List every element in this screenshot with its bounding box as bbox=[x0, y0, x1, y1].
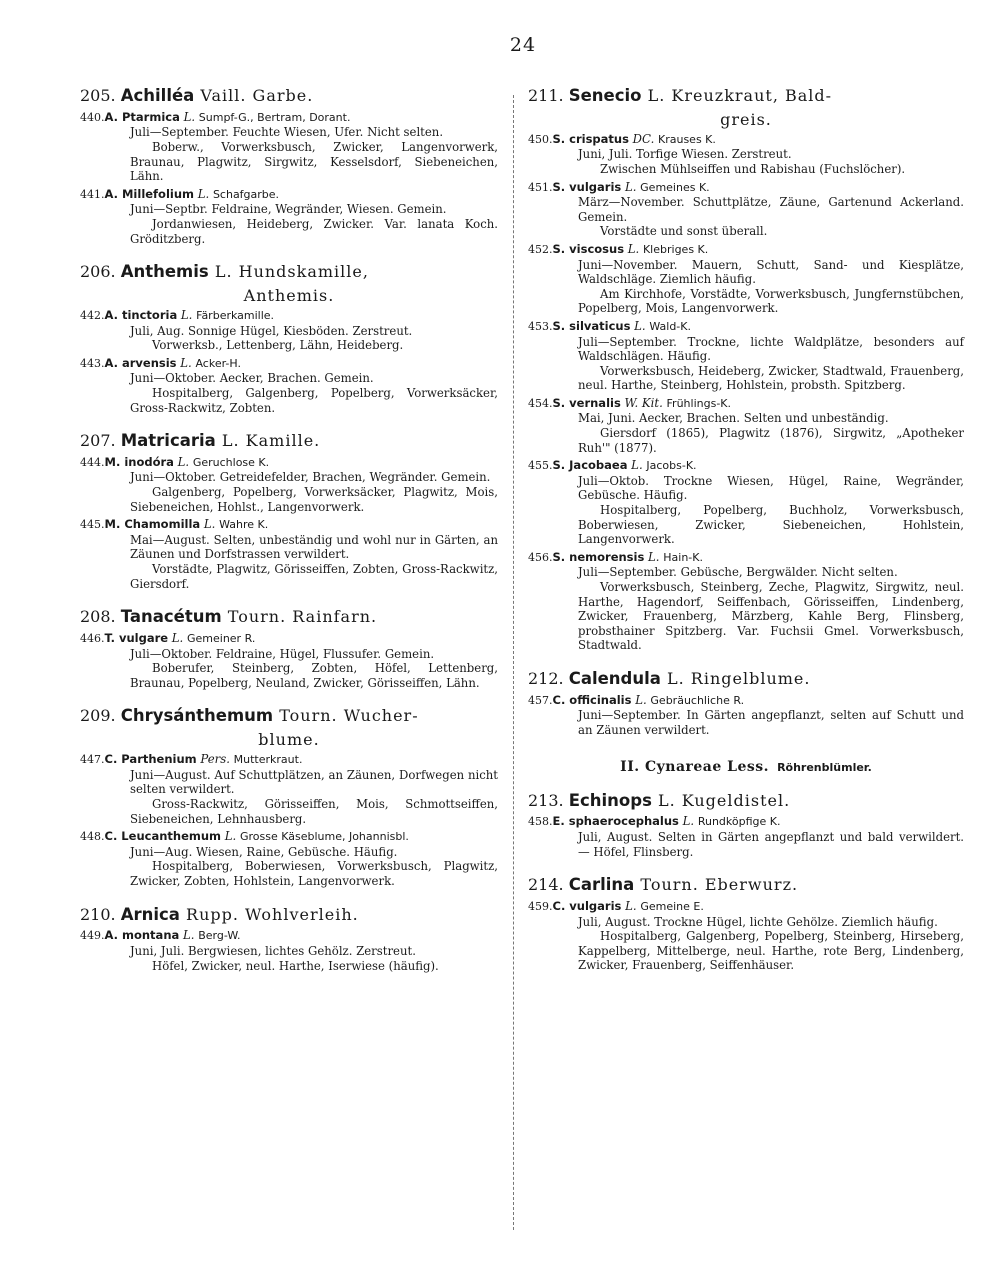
species-common-name: Gebräuchliche R. bbox=[650, 693, 745, 707]
species-localities: Vorstädte und sonst überall. bbox=[600, 224, 768, 239]
genus-number: 213. bbox=[528, 790, 569, 810]
species-author: L. bbox=[624, 241, 643, 256]
genus-name: Carlina bbox=[568, 875, 635, 895]
genus-number: 207. bbox=[80, 431, 121, 451]
species-number: 444. bbox=[80, 455, 105, 469]
species-author: L. bbox=[179, 109, 199, 124]
species-localities: Am Kirchhofe, Vorstädte, Vorwerksbusch, Jungfernstübchen, Popelberg, Mois, Langenvorwerk. bbox=[578, 286, 964, 316]
species-heading bbox=[80, 308, 498, 324]
species-description: Juli—Oktob. Trockne Wiesen, Hügel, Raine, Wegränder, Gebüsche. Häufig. bbox=[578, 473, 964, 503]
species-entry bbox=[80, 829, 498, 888]
genus-heading bbox=[528, 669, 964, 689]
genus-number: 210. bbox=[80, 904, 121, 924]
species-author: L. bbox=[173, 454, 193, 469]
species-name: S. nemorensis bbox=[552, 549, 645, 564]
species-common-name: Schafgarbe. bbox=[212, 187, 280, 201]
species-entry bbox=[80, 517, 498, 591]
species-name: S. vernalis bbox=[552, 395, 621, 410]
species-heading bbox=[80, 752, 498, 768]
species-common-name: Hain-K. bbox=[663, 550, 703, 564]
species-description: Juni—Oktober. Aecker, Brachen. Gemein. bbox=[130, 371, 374, 386]
species-heading bbox=[80, 455, 498, 471]
species-description: Juni—November. Mauern, Schutt, Sand- und Kiesplätze, Waldschläge. Ziemlich häufig. bbox=[578, 257, 964, 287]
species-entry bbox=[80, 356, 498, 415]
species-heading bbox=[528, 396, 964, 412]
species-heading bbox=[528, 458, 964, 474]
species-author: L. bbox=[627, 458, 647, 473]
species-heading bbox=[528, 550, 964, 566]
genus-heading bbox=[80, 706, 498, 726]
species-common-name: Berg-W. bbox=[198, 929, 241, 943]
species-entry bbox=[528, 396, 964, 455]
species-localities: Vorwerksbusch, Heideberg, Zwicker, Stadtwald, Frauenberg, neul. Harthe, Steinberg, Hohlstein, probsth. Spitzberg. bbox=[578, 363, 964, 393]
species-common-name: Jacobs-K. bbox=[646, 459, 697, 473]
genus-heading bbox=[528, 86, 964, 106]
species-name: E. sphaerocephalus bbox=[552, 814, 679, 829]
species-name: S. silvaticus bbox=[552, 318, 631, 333]
species-number: 453. bbox=[528, 319, 553, 333]
species-name: A. Ptarmica bbox=[104, 109, 180, 124]
species-name: A. arvensis bbox=[104, 355, 177, 370]
species-entry bbox=[80, 110, 498, 184]
species-author: L. bbox=[221, 829, 240, 844]
species-localities: Hospitalberg, Popelberg, Buchholz, Vorwerksbusch, Boberwiesen, Zwicker, Siebeneichen, Hohlstein, Langenvorwerk. bbox=[578, 503, 964, 547]
species-number: 456. bbox=[528, 550, 553, 564]
genus-number: 209. bbox=[80, 706, 121, 726]
genus-author-common: L. Kamille. bbox=[215, 431, 321, 451]
species-author: DC. bbox=[628, 131, 658, 146]
species-common-name: Wald-K. bbox=[649, 319, 691, 333]
genus-author-common: L. Kreuzkraut, Bald- bbox=[641, 86, 833, 105]
species-localities: Hospitalberg, Galgenberg, Popelberg, Steinberg, Hirseberg, Kappelberg, Mittelberge, neul. Harthe, rote Berg, Lindenberg, Zwicker, Frauenberg, Seiffenhäuser. bbox=[578, 929, 964, 973]
species-common-name: Wahre K. bbox=[219, 518, 269, 532]
genus-author-common: Tourn. Eberwurz. bbox=[634, 875, 799, 895]
species-name: S. Jacobaea bbox=[552, 458, 628, 473]
species-common-name: Mutterkraut. bbox=[233, 753, 303, 767]
subfamily-heading bbox=[528, 756, 964, 775]
species-name: T. vulgare bbox=[104, 631, 169, 646]
species-localities: Giersdorf (1865), Plagwitz (1876), Sirgwitz, „Apotheker Ruh'" (1877). bbox=[578, 426, 964, 455]
species-number: 452. bbox=[528, 242, 553, 256]
species-entry bbox=[528, 458, 964, 547]
species-name: A. montana bbox=[104, 928, 180, 943]
species-name: M. Chamomilla bbox=[104, 517, 201, 532]
species-common-name: Geruchlose K. bbox=[192, 455, 270, 469]
species-author: L. bbox=[644, 549, 664, 564]
species-description: März—November. Schuttplätze, Zäune, Gartenund Ackerland. Gemein. bbox=[578, 195, 964, 224]
species-localities: Boberw., Vorwerksbusch, Zwicker, Langenvorwerk, Braunau, Plagwitz, Sirgwitz, Kesselsdorf, Siebeneichen, Lähn. bbox=[130, 139, 498, 184]
genus-author-common: L. Hundskamille, bbox=[208, 262, 369, 282]
species-common-name: Färberkamille. bbox=[196, 308, 275, 322]
species-description: Juli—September. Gebüsche, Bergwälder. Nicht selten. bbox=[578, 565, 898, 580]
genus-number: 211. bbox=[528, 86, 569, 105]
genus-name: Matricaria bbox=[120, 431, 216, 451]
species-number: 451. bbox=[528, 180, 553, 194]
genus-heading bbox=[80, 262, 498, 282]
species-common-name: Rundköpfige K. bbox=[697, 815, 781, 829]
species-author: L. bbox=[678, 814, 698, 829]
species-description: Juli, August. Trockne Hügel, lichte Gehölze. Ziemlich häufig. bbox=[578, 914, 938, 929]
species-number: 445. bbox=[80, 518, 105, 532]
species-author: L. bbox=[630, 318, 650, 333]
species-description: Mai, Juni. Aecker, Brachen. Selten und unbeständig. bbox=[578, 411, 889, 426]
species-entry bbox=[528, 814, 964, 859]
species-heading bbox=[528, 132, 964, 148]
genus-number: 208. bbox=[80, 607, 121, 627]
species-localities: Vorwerksb., Lettenberg, Lähn, Heideberg. bbox=[152, 338, 404, 353]
species-common-name: Grosse Käseblume, Johannisbl. bbox=[239, 830, 409, 844]
species-entry bbox=[80, 928, 498, 973]
species-localities: Hospitalberg, Boberwiesen, Vorwerksbusch, Plagwitz, Zwicker, Zobten, Hohlstein, Langenvorwerk. bbox=[130, 859, 498, 888]
species-author: Pers. bbox=[196, 752, 234, 767]
species-description: Juni, Juli. Torfige Wiesen. Zerstreut. bbox=[578, 147, 792, 162]
species-common-name: Klebriges K. bbox=[642, 242, 709, 256]
species-entry bbox=[528, 899, 964, 973]
species-description: Juli—September. Feuchte Wiesen, Ufer. Nicht selten. bbox=[130, 125, 444, 140]
species-common-name: Krauses K. bbox=[658, 132, 716, 146]
species-name: C. Leucanthemum bbox=[104, 829, 222, 844]
page-number: 24 bbox=[509, 34, 537, 56]
species-entry bbox=[528, 693, 964, 738]
genus-author-common: L. Ringelblume. bbox=[660, 668, 811, 688]
genus-heading bbox=[80, 431, 498, 451]
species-number: 447. bbox=[80, 753, 105, 767]
subfamily-german-name: Röhrenblümler. bbox=[777, 760, 872, 774]
subfamily-number: II. bbox=[620, 758, 645, 775]
species-description: Juli—September. Trockne, lichte Waldplätze, besonders auf Waldschlägen. Häufig. bbox=[578, 334, 964, 364]
species-number: 457. bbox=[528, 693, 553, 707]
species-number: 454. bbox=[528, 396, 553, 410]
species-author: L. bbox=[621, 179, 641, 194]
species-name: M. inodóra bbox=[104, 454, 174, 469]
species-localities: Galgenberg, Popelberg, Vorwerksäcker, Plagwitz, Mois, Siebeneichen, Hohlst., Langenvorwerk. bbox=[130, 485, 498, 514]
species-number: 443. bbox=[80, 356, 105, 370]
genus-number: 214. bbox=[528, 875, 569, 895]
species-name: S. vulgaris bbox=[552, 179, 622, 194]
species-localities: Höfel, Zwicker, neul. Harthe, Iserwiese (häufig). bbox=[152, 958, 439, 973]
species-author: L. bbox=[200, 517, 220, 532]
species-description: Juni, Juli. Bergwiesen, lichtes Gehölz. Zerstreut. bbox=[130, 943, 416, 958]
species-heading bbox=[528, 319, 964, 335]
species-number: 449. bbox=[80, 929, 105, 943]
species-author: L. bbox=[176, 355, 196, 370]
species-entry bbox=[528, 180, 964, 239]
species-entry bbox=[528, 319, 964, 393]
species-common-name: Gemeiner R. bbox=[186, 632, 256, 646]
species-number: 458. bbox=[528, 815, 553, 829]
species-number: 442. bbox=[80, 308, 105, 322]
species-common-name: Frühlings-K. bbox=[666, 396, 732, 410]
species-localities: Boberufer, Steinberg, Zobten, Höfel, Lettenberg, Braunau, Popelberg, Neuland, Zwicker, Görisseiffen, Lähn. bbox=[130, 661, 498, 690]
species-entry bbox=[80, 187, 498, 246]
genus-heading-continuation: greis. bbox=[720, 109, 772, 129]
species-entry bbox=[528, 132, 964, 177]
species-name: A. Millefolium bbox=[104, 186, 195, 201]
species-common-name: Sumpf-G., Bertram, Dorant. bbox=[198, 110, 351, 124]
species-entry bbox=[528, 242, 964, 316]
species-name: S. viscosus bbox=[552, 241, 625, 256]
species-author: L. bbox=[177, 307, 197, 322]
species-description: Juni—Aug. Wiesen, Raine, Gebüsche. Häufig. bbox=[130, 844, 398, 859]
species-heading bbox=[80, 187, 498, 203]
genus-heading-continuation: Anthemis. bbox=[243, 285, 335, 305]
species-heading bbox=[80, 110, 498, 126]
subfamily-name: Cynareae Less. bbox=[645, 758, 770, 775]
species-entry bbox=[80, 308, 498, 353]
species-heading bbox=[528, 180, 964, 196]
genus-heading bbox=[80, 905, 498, 925]
genus-name: Calendula bbox=[568, 668, 661, 688]
species-localities: Hospitalberg, Galgenberg, Popelberg, Vorwerksäcker, Gross-Rackwitz, Zobten. bbox=[130, 385, 498, 415]
species-entry bbox=[528, 550, 964, 653]
species-author: L. bbox=[631, 692, 651, 707]
species-entry bbox=[80, 631, 498, 690]
species-heading bbox=[528, 899, 964, 915]
species-author: W. Kit. bbox=[620, 395, 667, 410]
species-number: 448. bbox=[80, 830, 105, 844]
species-heading bbox=[80, 631, 498, 647]
right-column bbox=[528, 86, 964, 973]
genus-number: 205. bbox=[80, 86, 121, 105]
species-name: C. vulgaris bbox=[552, 898, 622, 913]
genus-author-common: Tourn. Rainfarn. bbox=[221, 607, 378, 627]
column-divider bbox=[513, 95, 514, 1230]
left-column bbox=[80, 86, 498, 973]
species-localities: Zwischen Mühlseiffen und Rabishau (Fuchslöcher). bbox=[600, 161, 906, 176]
species-localities: Vorwerksbusch, Steinberg, Zeche, Plagwitz, Sirgwitz, neul. Harthe, Hagendorf, Seiffenbach, Görisseiffen, Lindenberg, Zwicker, Frauenberg, Märzberg, Kahle Berg, Flinsberg, probsthainer Spitzberg. Var. Fuchsii Gmel. Vorwerksbusch, Stadtwald. bbox=[578, 580, 964, 653]
genus-name: Chrysánthemum bbox=[120, 706, 274, 726]
species-description: Juni—Septbr. Feldraine, Wegränder, Wiesen. Gemein. bbox=[130, 202, 447, 217]
genus-name: Arnica bbox=[120, 904, 180, 924]
species-number: 446. bbox=[80, 632, 105, 646]
genus-author-common: Tourn. Wucher- bbox=[273, 706, 419, 726]
species-common-name: Acker-H. bbox=[195, 356, 241, 370]
species-description: Juli, Aug. Sonnige Hügel, Kiesböden. Zerstreut. bbox=[130, 323, 413, 338]
species-author: L. bbox=[621, 898, 641, 913]
genus-heading bbox=[80, 86, 498, 106]
species-localities: Jordanwiesen, Heideberg, Zwicker. Var. lanata Koch. Gröditzberg. bbox=[130, 216, 498, 246]
genus-name: Senecio bbox=[568, 86, 642, 105]
species-description: Mai—August. Selten, unbeständig und wohl nur in Gärten, an Zäunen und Dorfstrassen verwildert. bbox=[130, 532, 498, 562]
species-description: Juli—Oktober. Feldraine, Hügel, Flussufer. Gemein. bbox=[130, 646, 435, 661]
species-heading bbox=[80, 829, 498, 845]
species-entry bbox=[80, 455, 498, 514]
species-heading bbox=[80, 928, 498, 944]
species-name: S. crispatus bbox=[552, 131, 629, 146]
genus-number: 212. bbox=[528, 668, 569, 688]
species-common-name: Gemeines K. bbox=[640, 180, 710, 194]
species-name: C. officinalis bbox=[552, 692, 632, 707]
species-description: Juli, August. Selten in Gärten angepflanzt und bald verwildert. — Höfel, Flinsberg. bbox=[578, 829, 964, 859]
species-name: A. tinctoria bbox=[104, 307, 178, 322]
genus-author-common: Rupp. Wohlverleih. bbox=[179, 904, 359, 924]
species-description: Juni—Oktober. Getreidefelder, Brachen, Wegränder. Gemein. bbox=[130, 470, 491, 485]
genus-name: Achilléa bbox=[120, 86, 195, 105]
genus-heading bbox=[528, 875, 964, 895]
species-description: Juni—September. In Gärten angepflanzt, selten auf Schutt und an Zäunen verwildert. bbox=[578, 708, 964, 737]
genus-author-common: L. Kugeldistel. bbox=[651, 790, 791, 810]
genus-heading bbox=[528, 791, 964, 811]
species-name: C. Parthenium bbox=[104, 752, 197, 767]
species-localities: Gross-Rackwitz, Görisseiffen, Mois, Schmottseiffen, Siebeneichen, Lehnhausberg. bbox=[130, 796, 498, 826]
species-entry bbox=[80, 752, 498, 826]
genus-number: 206. bbox=[80, 262, 121, 282]
species-author: L. bbox=[194, 186, 213, 201]
species-author: L. bbox=[179, 928, 199, 943]
species-description: Juni—August. Auf Schuttplätzen, an Zäunen, Dorfwegen nicht selten verwildert. bbox=[130, 767, 498, 797]
species-heading bbox=[528, 814, 964, 830]
species-number: 441. bbox=[80, 187, 105, 201]
species-number: 440. bbox=[80, 110, 105, 124]
genus-name: Anthemis bbox=[120, 262, 209, 282]
species-number: 459. bbox=[528, 899, 553, 913]
species-common-name: Gemeine E. bbox=[640, 899, 704, 913]
genus-name: Echinops bbox=[568, 790, 652, 810]
genus-heading bbox=[80, 607, 498, 627]
species-localities: Vorstädte, Plagwitz, Görisseiffen, Zobten, Gross-Rackwitz, Giersdorf. bbox=[130, 562, 498, 591]
species-number: 455. bbox=[528, 459, 553, 473]
genus-heading-continuation: blume. bbox=[258, 730, 320, 750]
species-author: L. bbox=[168, 631, 187, 646]
species-heading bbox=[80, 356, 498, 372]
species-heading bbox=[528, 242, 964, 258]
genus-name: Tanacétum bbox=[120, 607, 222, 627]
species-heading bbox=[80, 517, 498, 533]
genus-author-common: Vaill. Garbe. bbox=[194, 86, 314, 105]
species-number: 450. bbox=[528, 132, 553, 146]
species-heading bbox=[528, 693, 964, 709]
